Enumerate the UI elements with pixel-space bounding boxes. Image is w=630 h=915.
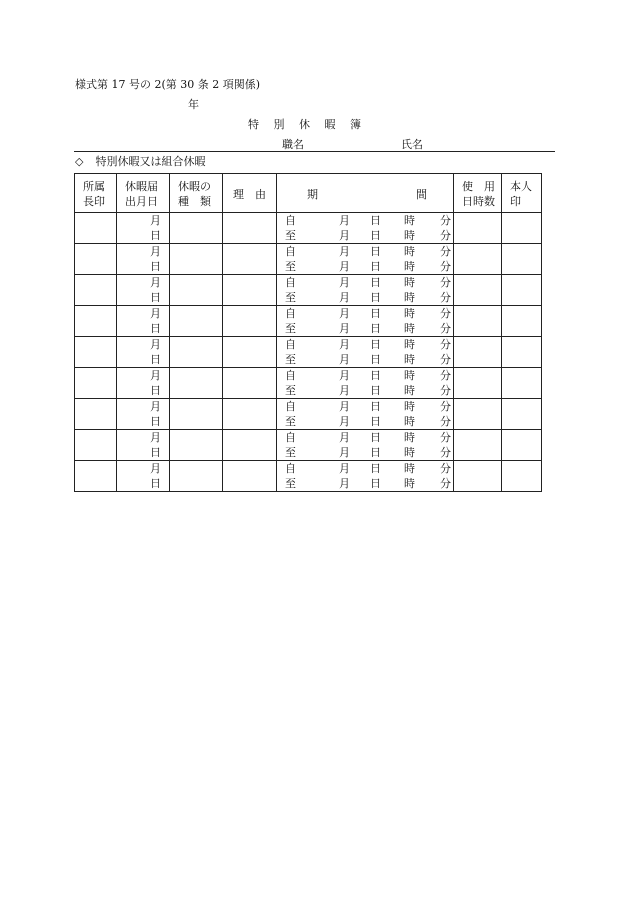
period-hour-label: 時 — [404, 431, 415, 444]
period-from-label: 自 — [285, 307, 296, 320]
table-row — [75, 244, 542, 275]
period-minute-label: 分 — [440, 245, 451, 258]
period-day-label: 日 — [370, 477, 381, 490]
period-day-label: 日 — [370, 214, 381, 227]
period-day-label: 日 — [370, 446, 381, 459]
period-to-line — [277, 414, 453, 429]
period-minute-label: 分 — [440, 307, 451, 320]
leave-type-cell[interactable] — [170, 461, 223, 492]
header-rule — [74, 151, 555, 152]
period-day-label: 日 — [370, 462, 381, 475]
leave-type-cell[interactable] — [170, 368, 223, 399]
header-supervisor-seal: 所属 長印 — [75, 174, 117, 213]
reason-cell[interactable] — [223, 399, 277, 430]
period-cell[interactable] — [277, 275, 454, 306]
day-label: 日 — [150, 477, 161, 490]
period-minute-label: 分 — [440, 400, 451, 413]
header-days-used: 使 用 日時数 — [454, 174, 502, 213]
days-used-cell[interactable] — [454, 275, 502, 306]
period-day-label: 日 — [370, 229, 381, 242]
period-minute-label: 分 — [440, 214, 451, 227]
period-from-label: 自 — [285, 338, 296, 351]
reason-cell[interactable] — [223, 244, 277, 275]
period-from-label: 自 — [285, 214, 296, 227]
period-cell[interactable] — [277, 399, 454, 430]
day-label: 日 — [150, 353, 161, 366]
period-hour-label: 時 — [404, 260, 415, 273]
period-to-label: 至 — [285, 415, 296, 428]
request-date-cell[interactable] — [117, 306, 170, 337]
period-hour-label: 時 — [404, 477, 415, 490]
period-hour-label: 時 — [404, 338, 415, 351]
period-from-line — [277, 368, 453, 383]
reason-cell[interactable] — [223, 213, 277, 244]
days-used-cell[interactable] — [454, 461, 502, 492]
supervisor-seal-cell[interactable] — [75, 244, 117, 275]
employee-seal-cell[interactable] — [502, 399, 542, 430]
month-label: 月 — [150, 276, 161, 289]
day-label: 日 — [150, 260, 161, 273]
period-minute-label: 分 — [440, 462, 451, 475]
period-hour-label: 時 — [404, 384, 415, 397]
supervisor-seal-cell[interactable] — [75, 275, 117, 306]
request-date-cell[interactable] — [117, 461, 170, 492]
name-label: 氏名 — [401, 138, 423, 151]
month-label: 月 — [150, 462, 161, 475]
period-hour-label: 時 — [404, 307, 415, 320]
month-label: 月 — [150, 338, 161, 351]
supervisor-seal-cell[interactable] — [75, 461, 117, 492]
period-to-line — [277, 321, 453, 336]
period-month-label: 月 — [339, 214, 350, 227]
period-month-label: 月 — [339, 276, 350, 289]
table-row — [75, 213, 542, 244]
period-hour-label: 時 — [404, 400, 415, 413]
supervisor-seal-cell[interactable] — [75, 306, 117, 337]
period-day-label: 日 — [370, 322, 381, 335]
period-to-line — [277, 228, 453, 243]
leave-type-cell[interactable] — [170, 337, 223, 368]
period-day-label: 日 — [370, 307, 381, 320]
period-from-label: 自 — [285, 245, 296, 258]
period-to-line — [277, 352, 453, 367]
month-label: 月 — [150, 369, 161, 382]
period-hour-label: 時 — [404, 462, 415, 475]
employee-seal-cell[interactable] — [502, 337, 542, 368]
period-minute-label: 分 — [440, 338, 451, 351]
leave-type-cell[interactable] — [170, 213, 223, 244]
employee-seal-cell[interactable] — [502, 306, 542, 337]
days-used-cell[interactable] — [454, 430, 502, 461]
period-month-label: 月 — [339, 477, 350, 490]
period-day-label: 日 — [370, 400, 381, 413]
leave-type-cell[interactable] — [170, 430, 223, 461]
reason-cell[interactable] — [223, 430, 277, 461]
period-from-label: 自 — [285, 462, 296, 475]
period-cell[interactable] — [277, 337, 454, 368]
period-to-label: 至 — [285, 384, 296, 397]
period-to-line — [277, 476, 453, 491]
period-day-label: 日 — [370, 338, 381, 351]
period-to-line — [277, 259, 453, 274]
employee-seal-cell[interactable] — [502, 430, 542, 461]
section-label: 特別休暇又は組合休暇 — [95, 155, 206, 168]
period-from-label: 自 — [285, 369, 296, 382]
supervisor-seal-cell[interactable] — [75, 368, 117, 399]
period-month-label: 月 — [339, 353, 350, 366]
job-title-label: 職名 — [282, 138, 304, 151]
period-month-label: 月 — [339, 415, 350, 428]
period-month-label: 月 — [339, 338, 350, 351]
period-from-label: 自 — [285, 400, 296, 413]
period-day-label: 日 — [370, 291, 381, 304]
month-label: 月 — [150, 245, 161, 258]
period-minute-label: 分 — [440, 322, 451, 335]
period-hour-label: 時 — [404, 415, 415, 428]
request-date-cell[interactable] — [117, 275, 170, 306]
period-month-label: 月 — [339, 260, 350, 273]
period-from-line — [277, 337, 453, 352]
month-label: 月 — [150, 400, 161, 413]
month-label: 月 — [150, 214, 161, 227]
month-label: 月 — [150, 431, 161, 444]
day-label: 日 — [150, 415, 161, 428]
period-hour-label: 時 — [404, 276, 415, 289]
period-month-label: 月 — [339, 369, 350, 382]
period-day-label: 日 — [370, 276, 381, 289]
period-hour-label: 時 — [404, 353, 415, 366]
employee-seal-cell[interactable] — [502, 368, 542, 399]
header-reason: 理 由 — [223, 174, 277, 213]
request-date-cell[interactable] — [117, 399, 170, 430]
period-to-line — [277, 383, 453, 398]
period-hour-label: 時 — [404, 446, 415, 459]
period-minute-label: 分 — [440, 276, 451, 289]
period-from-line — [277, 461, 453, 476]
leave-type-cell[interactable] — [170, 399, 223, 430]
period-cell[interactable] — [277, 461, 454, 492]
supervisor-seal-cell[interactable] — [75, 399, 117, 430]
period-month-label: 月 — [339, 291, 350, 304]
period-month-label: 月 — [339, 431, 350, 444]
employee-seal-cell[interactable] — [502, 275, 542, 306]
period-from-line — [277, 399, 453, 414]
period-month-label: 月 — [339, 307, 350, 320]
period-month-label: 月 — [339, 245, 350, 258]
diamond-icon: ◇ — [75, 155, 84, 168]
period-minute-label: 分 — [440, 384, 451, 397]
period-month-label: 月 — [339, 229, 350, 242]
period-minute-label: 分 — [440, 260, 451, 273]
period-cell[interactable] — [277, 306, 454, 337]
table-row — [75, 275, 542, 306]
period-to-label: 至 — [285, 260, 296, 273]
leave-ledger-table — [74, 173, 542, 492]
header-employee-seal: 本人 印 — [502, 174, 542, 213]
days-used-cell[interactable] — [454, 399, 502, 430]
period-from-line — [277, 275, 453, 290]
supervisor-seal-cell[interactable] — [75, 430, 117, 461]
header-leave-type: 休暇の 種 類 — [170, 174, 223, 213]
employee-seal-cell[interactable] — [502, 244, 542, 275]
days-used-cell[interactable] — [454, 368, 502, 399]
request-date-cell[interactable] — [117, 368, 170, 399]
period-day-label: 日 — [370, 260, 381, 273]
period-minute-label: 分 — [440, 291, 451, 304]
day-label: 日 — [150, 446, 161, 459]
period-from-line — [277, 213, 453, 228]
period-to-line — [277, 290, 453, 305]
period-from-label: 自 — [285, 431, 296, 444]
period-minute-label: 分 — [440, 415, 451, 428]
day-label: 日 — [150, 384, 161, 397]
period-to-label: 至 — [285, 229, 296, 242]
form-reference: 様式第 17 号の 2(第 30 条 2 項関係) — [75, 78, 261, 91]
period-from-line — [277, 430, 453, 445]
period-month-label: 月 — [339, 384, 350, 397]
period-cell[interactable] — [277, 368, 454, 399]
year-label: 年 — [188, 98, 199, 111]
period-to-label: 至 — [285, 446, 296, 459]
request-date-cell[interactable] — [117, 337, 170, 368]
period-to-line — [277, 445, 453, 460]
period-cell[interactable] — [277, 213, 454, 244]
reason-cell[interactable] — [223, 275, 277, 306]
employee-seal-cell[interactable] — [502, 461, 542, 492]
header-request-date: 休暇届 出月日 — [117, 174, 170, 213]
supervisor-seal-cell[interactable] — [75, 337, 117, 368]
leave-type-cell[interactable] — [170, 306, 223, 337]
days-used-cell[interactable] — [454, 213, 502, 244]
period-hour-label: 時 — [404, 291, 415, 304]
request-date-cell[interactable] — [117, 213, 170, 244]
period-month-label: 月 — [339, 446, 350, 459]
period-to-label: 至 — [285, 477, 296, 490]
period-minute-label: 分 — [440, 353, 451, 366]
period-cell[interactable] — [277, 244, 454, 275]
period-minute-label: 分 — [440, 446, 451, 459]
reason-cell[interactable] — [223, 306, 277, 337]
header-period: 期 間 — [277, 174, 454, 213]
page-title: 特別休暇簿 — [248, 118, 376, 131]
period-minute-label: 分 — [440, 369, 451, 382]
table-row — [75, 306, 542, 337]
day-label: 日 — [150, 229, 161, 242]
leave-type-cell[interactable] — [170, 244, 223, 275]
reason-cell[interactable] — [223, 337, 277, 368]
period-minute-label: 分 — [440, 229, 451, 242]
period-hour-label: 時 — [404, 214, 415, 227]
period-month-label: 月 — [339, 322, 350, 335]
reason-cell[interactable] — [223, 368, 277, 399]
table-row — [75, 368, 542, 399]
period-from-line — [277, 244, 453, 259]
period-day-label: 日 — [370, 353, 381, 366]
table-row — [75, 337, 542, 368]
days-used-cell[interactable] — [454, 306, 502, 337]
table-row — [75, 430, 542, 461]
period-hour-label: 時 — [404, 245, 415, 258]
period-day-label: 日 — [370, 431, 381, 444]
section-heading — [75, 156, 205, 167]
month-label: 月 — [150, 307, 161, 320]
period-hour-label: 時 — [404, 322, 415, 335]
reason-cell[interactable] — [223, 461, 277, 492]
period-to-label: 至 — [285, 322, 296, 335]
period-from-label: 自 — [285, 276, 296, 289]
period-to-label: 至 — [285, 353, 296, 366]
period-hour-label: 時 — [404, 369, 415, 382]
table-row — [75, 399, 542, 430]
request-date-cell[interactable] — [117, 430, 170, 461]
period-day-label: 日 — [370, 245, 381, 258]
day-label: 日 — [150, 322, 161, 335]
period-day-label: 日 — [370, 384, 381, 397]
leave-type-cell[interactable] — [170, 275, 223, 306]
period-minute-label: 分 — [440, 431, 451, 444]
period-minute-label: 分 — [440, 477, 451, 490]
days-used-cell[interactable] — [454, 244, 502, 275]
period-month-label: 月 — [339, 462, 350, 475]
day-label: 日 — [150, 291, 161, 304]
table-row — [75, 461, 542, 492]
period-day-label: 日 — [370, 369, 381, 382]
period-cell[interactable] — [277, 430, 454, 461]
days-used-cell[interactable] — [454, 337, 502, 368]
period-from-line — [277, 306, 453, 321]
period-hour-label: 時 — [404, 229, 415, 242]
employee-seal-cell[interactable] — [502, 213, 542, 244]
supervisor-seal-cell[interactable] — [75, 213, 117, 244]
period-day-label: 日 — [370, 415, 381, 428]
period-to-label: 至 — [285, 291, 296, 304]
request-date-cell[interactable] — [117, 244, 170, 275]
table-header-row — [75, 174, 542, 213]
period-month-label: 月 — [339, 400, 350, 413]
